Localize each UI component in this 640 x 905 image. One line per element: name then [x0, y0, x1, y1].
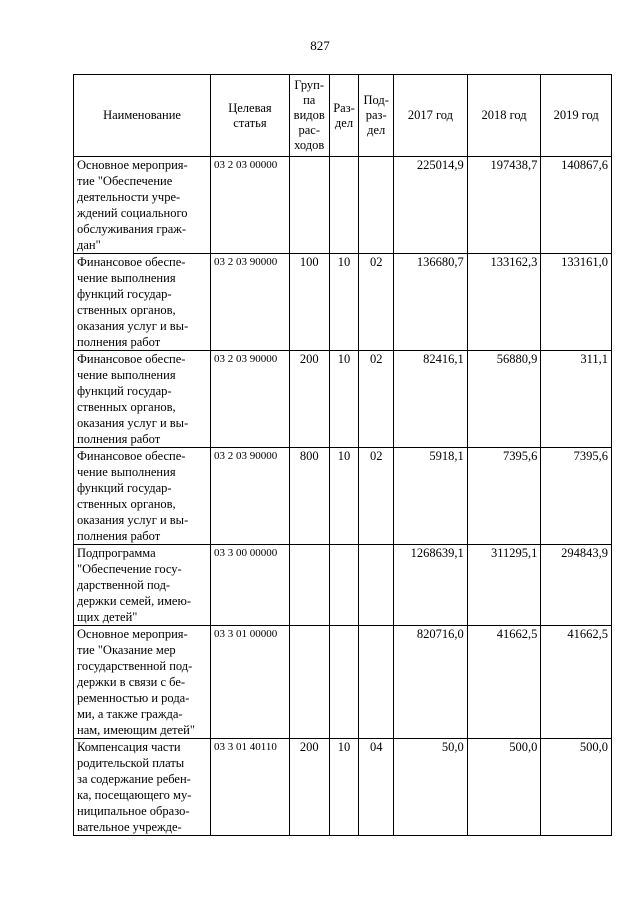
table-row	[74, 545, 612, 626]
row-2019-cell: 41662,5	[541, 626, 612, 739]
row-target-article-cell: 03 2 03 90000	[211, 254, 290, 351]
row-section-cell: 10	[329, 448, 359, 545]
row-section-cell	[329, 157, 359, 254]
table-row	[74, 739, 612, 836]
header-2017: 2017 год	[394, 75, 468, 157]
row-section-cell: 10	[329, 351, 359, 448]
row-2019-cell: 500,0	[541, 739, 612, 836]
header-target-article: Целевая статья	[211, 75, 290, 157]
row-target-article-cell: 03 3 01 40110	[211, 739, 290, 836]
row-expense-group-cell: 100	[289, 254, 329, 351]
row-2017-cell: 136680,7	[394, 254, 468, 351]
table-row	[74, 157, 612, 254]
row-2018-cell: 41662,5	[467, 626, 541, 739]
row-2018-cell: 311295,1	[467, 545, 541, 626]
row-name-cell: Основное мероприя- тие "Обеспечение деятельности учре- ждений социального обслуживания граж- дан"	[74, 157, 211, 254]
row-2019-cell: 294843,9	[541, 545, 612, 626]
row-name-cell: Финансовое обеспе- чение выполнения функций государ- ственных органов, оказания услуг и вы- полнения работ	[74, 351, 211, 448]
row-2018-cell: 500,0	[467, 739, 541, 836]
row-name-cell: Основное мероприя- тие "Оказание мер государственной под- держки в связи с бе- ременностью и рода- ми, а также гражда- нам, имеющим детей"	[74, 626, 211, 739]
row-section-cell	[329, 626, 359, 739]
row-target-article-cell: 03 2 03 90000	[211, 351, 290, 448]
row-subsection-cell	[359, 626, 394, 739]
row-2017-cell: 82416,1	[394, 351, 468, 448]
budget-table	[73, 74, 612, 836]
row-expense-group-cell	[289, 157, 329, 254]
row-2019-cell: 7395,6	[541, 448, 612, 545]
row-subsection-cell: 04	[359, 739, 394, 836]
row-2017-cell: 225014,9	[394, 157, 468, 254]
row-2019-cell: 133161,0	[541, 254, 612, 351]
row-2018-cell: 56880,9	[467, 351, 541, 448]
row-name-cell: Финансовое обеспе- чение выполнения функций государ- ственных органов, оказания услуг и вы- полнения работ	[74, 254, 211, 351]
row-expense-group-cell	[289, 626, 329, 739]
row-section-cell: 10	[329, 254, 359, 351]
row-subsection-cell: 02	[359, 448, 394, 545]
table-row	[74, 254, 612, 351]
header-section: Раз- дел	[329, 75, 359, 157]
row-2018-cell: 7395,6	[467, 448, 541, 545]
row-2019-cell: 140867,6	[541, 157, 612, 254]
table-row	[74, 351, 612, 448]
row-target-article-cell: 03 3 01 00000	[211, 626, 290, 739]
row-expense-group-cell: 200	[289, 351, 329, 448]
row-subsection-cell	[359, 545, 394, 626]
row-2017-cell: 1268639,1	[394, 545, 468, 626]
row-expense-group-cell: 800	[289, 448, 329, 545]
row-2017-cell: 50,0	[394, 739, 468, 836]
header-2019: 2019 год	[541, 75, 612, 157]
row-name-cell: Финансовое обеспе- чение выполнения функций государ- ственных органов, оказания услуг и вы- полнения работ	[74, 448, 211, 545]
row-2017-cell: 5918,1	[394, 448, 468, 545]
row-expense-group-cell: 200	[289, 739, 329, 836]
header-expense-group: Груп- па видов рас- ходов	[289, 75, 329, 157]
row-target-article-cell: 03 3 00 00000	[211, 545, 290, 626]
row-section-cell	[329, 545, 359, 626]
page-number: 827	[310, 38, 330, 53]
row-2019-cell: 311,1	[541, 351, 612, 448]
row-2018-cell: 133162,3	[467, 254, 541, 351]
header-name: Наименование	[74, 75, 211, 157]
table-header-row	[74, 75, 612, 157]
header-subsection: Под- раз- дел	[359, 75, 394, 157]
row-name-cell: Компенсация части родительской платы за содержание ребен- ка, посещающего му- ниципальное образо- вательное учрежде-	[74, 739, 211, 836]
row-subsection-cell: 02	[359, 254, 394, 351]
row-name-cell: Подпрограмма "Обеспечение госу- дарственной под- держки семей, имею- щих детей"	[74, 545, 211, 626]
table-row	[74, 626, 612, 739]
row-2018-cell: 197438,7	[467, 157, 541, 254]
table-row	[74, 448, 612, 545]
row-target-article-cell: 03 2 03 90000	[211, 448, 290, 545]
header-2018: 2018 год	[467, 75, 541, 157]
row-2017-cell: 820716,0	[394, 626, 468, 739]
row-subsection-cell	[359, 157, 394, 254]
row-section-cell: 10	[329, 739, 359, 836]
row-target-article-cell: 03 2 03 00000	[211, 157, 290, 254]
row-expense-group-cell	[289, 545, 329, 626]
row-subsection-cell: 02	[359, 351, 394, 448]
